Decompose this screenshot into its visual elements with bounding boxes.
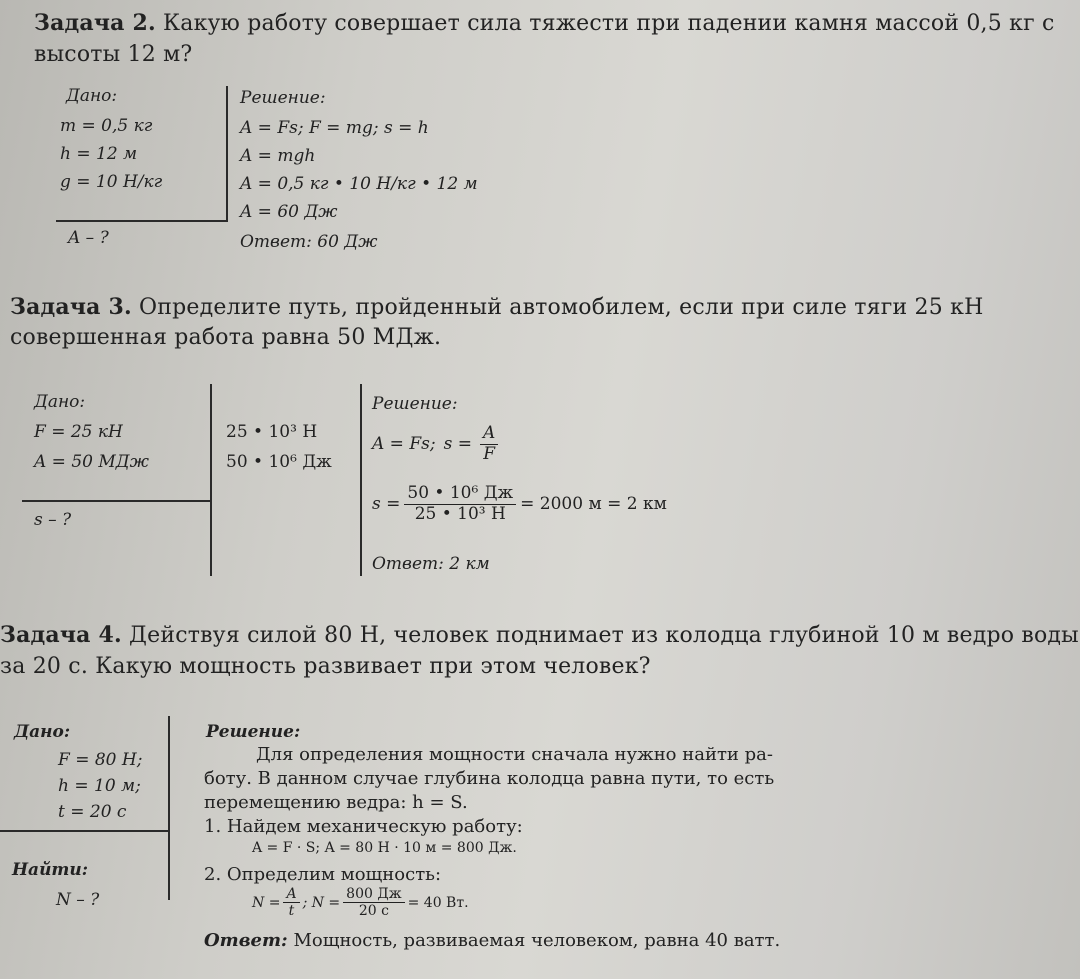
task3-step2-result: = 2000 м = 2 км [520,494,667,515]
task3-step1-left: A = Fs; [372,434,436,455]
task3-step2-s: s = [372,494,401,515]
task4-step2: 2. Определим мощность: [204,864,442,885]
task4-step1: 1. Найдем механическую работу: [204,816,523,837]
task3-find: s – ? [34,510,72,530]
task4-step1-formula: A = F · S; A = 80 Н · 10 м = 800 Дж. [252,840,517,856]
task4-step2-n1: N = [252,894,281,911]
task2-given-3: g = 10 Н/кг [60,172,163,192]
task2-given-divider [56,220,228,222]
task4-step2-formula [252,886,469,919]
task4-fraction-work-over-time [343,886,404,919]
task3-title-line1 [10,294,983,320]
task2-title-line2: высоты 12 м? [34,42,193,67]
task3-given-label: Дано: [34,392,86,412]
task4-text-line3: перемещению ведра: h = S. [204,792,468,813]
task2-step-1: A = Fs; F = mg; s = h [240,118,429,138]
task2-step-3: A = 0,5 кг • 10 Н/кг • 12 м [240,174,478,194]
task2-given-label: Дано: [66,86,118,106]
task2-find: A – ? [68,228,109,248]
task4-given-1: F = 80 Н; [58,750,143,770]
task4-label: Задача 4. [0,622,122,648]
task3-si-2: 50 • 10⁶ Дж [226,452,332,472]
task4-solution-label: Решение: [206,722,301,742]
task2-solution-label: Решение: [240,88,326,108]
task3-title-line2: совершенная работа равна 50 МДж. [10,325,442,350]
task2-given-1: m = 0,5 кг [60,116,153,136]
task3-step1-denominator: F [483,443,495,464]
task2-given-2: h = 12 м [60,144,138,164]
task4-question: Действуя силой 80 Н, человек поднимает из колодца глубиной 10 м ведро воды [129,623,1079,648]
task4-given-label: Дано: [14,722,71,742]
task4-title-line2: за 20 с. Какую мощность развивает при этом человек? [0,654,651,679]
task4-step2-denominator2: 20 с [358,903,389,920]
task3-given-1: F = 25 кН [34,422,123,442]
task3-given-2: A = 50 МДж [34,452,149,472]
task4-find-label: Найти: [12,860,89,880]
task4-given-divider [0,830,170,832]
task4-fraction-a-over-t [283,886,299,919]
task4-text-line1: Для определения мощности сначала нужно найти ра- [256,744,773,765]
task3-step2-numerator: 50 • 10⁶ Дж [404,484,516,505]
task4-find: N – ? [56,890,100,910]
task3-given-divider [22,500,212,502]
task3-step1-s: s = [443,434,472,455]
task4-given-2: h = 10 м; [58,776,141,796]
task4-step2-numerator1: A [283,886,299,903]
task4-step2-result: = 40 Вт. [407,894,469,911]
task3-column-divider-2 [360,384,362,576]
task4-answer [204,930,780,951]
task3-step-1 [372,424,498,464]
task2-step-4: A = 60 Дж [240,202,338,222]
task3-step1-numerator: A [480,424,498,445]
task4-answer-text: Мощность, развиваемая человеком, равна 40 ватт. [293,930,781,951]
task4-text-line2: боту. В данном случае глубина колодца равна пути, то есть [204,768,775,789]
task3-solution-label: Решение: [372,394,458,414]
task3-step-2 [372,484,667,524]
task3-label: Задача 3. [10,294,132,320]
task4-step2-denominator1: t [288,903,295,920]
task2-label: Задача 2. [34,10,156,36]
task2-question: Какую работу совершает сила тяжести при падении камня массой 0,5 кг с [163,11,1055,36]
task3-step2-denominator: 25 • 10³ Н [414,503,506,524]
task2-step-2: A = mgh [240,146,316,166]
task3-answer: Ответ: 2 км [372,554,490,574]
task2-answer: Ответ: 60 Дж [240,232,378,252]
task3-si-1: 25 • 10³ Н [226,422,318,442]
task4-step2-n2: ; N = [302,894,341,911]
task3-fraction-work-over-force [404,484,516,524]
task3-question: Определите путь, пройденный автомобилем, если при силе тяги 25 кН [139,295,984,320]
task2-title-line1 [34,10,1055,36]
task2-column-divider [226,86,228,222]
task4-column-divider [168,716,170,900]
task3-fraction-a-over-f [480,424,498,464]
task4-answer-label: Ответ: [204,930,288,951]
task3-column-divider-1 [210,384,212,576]
task4-title-line1 [0,622,1079,648]
task4-given-3: t = 20 с [58,802,127,822]
task4-step2-numerator2: 800 Дж [343,886,404,903]
